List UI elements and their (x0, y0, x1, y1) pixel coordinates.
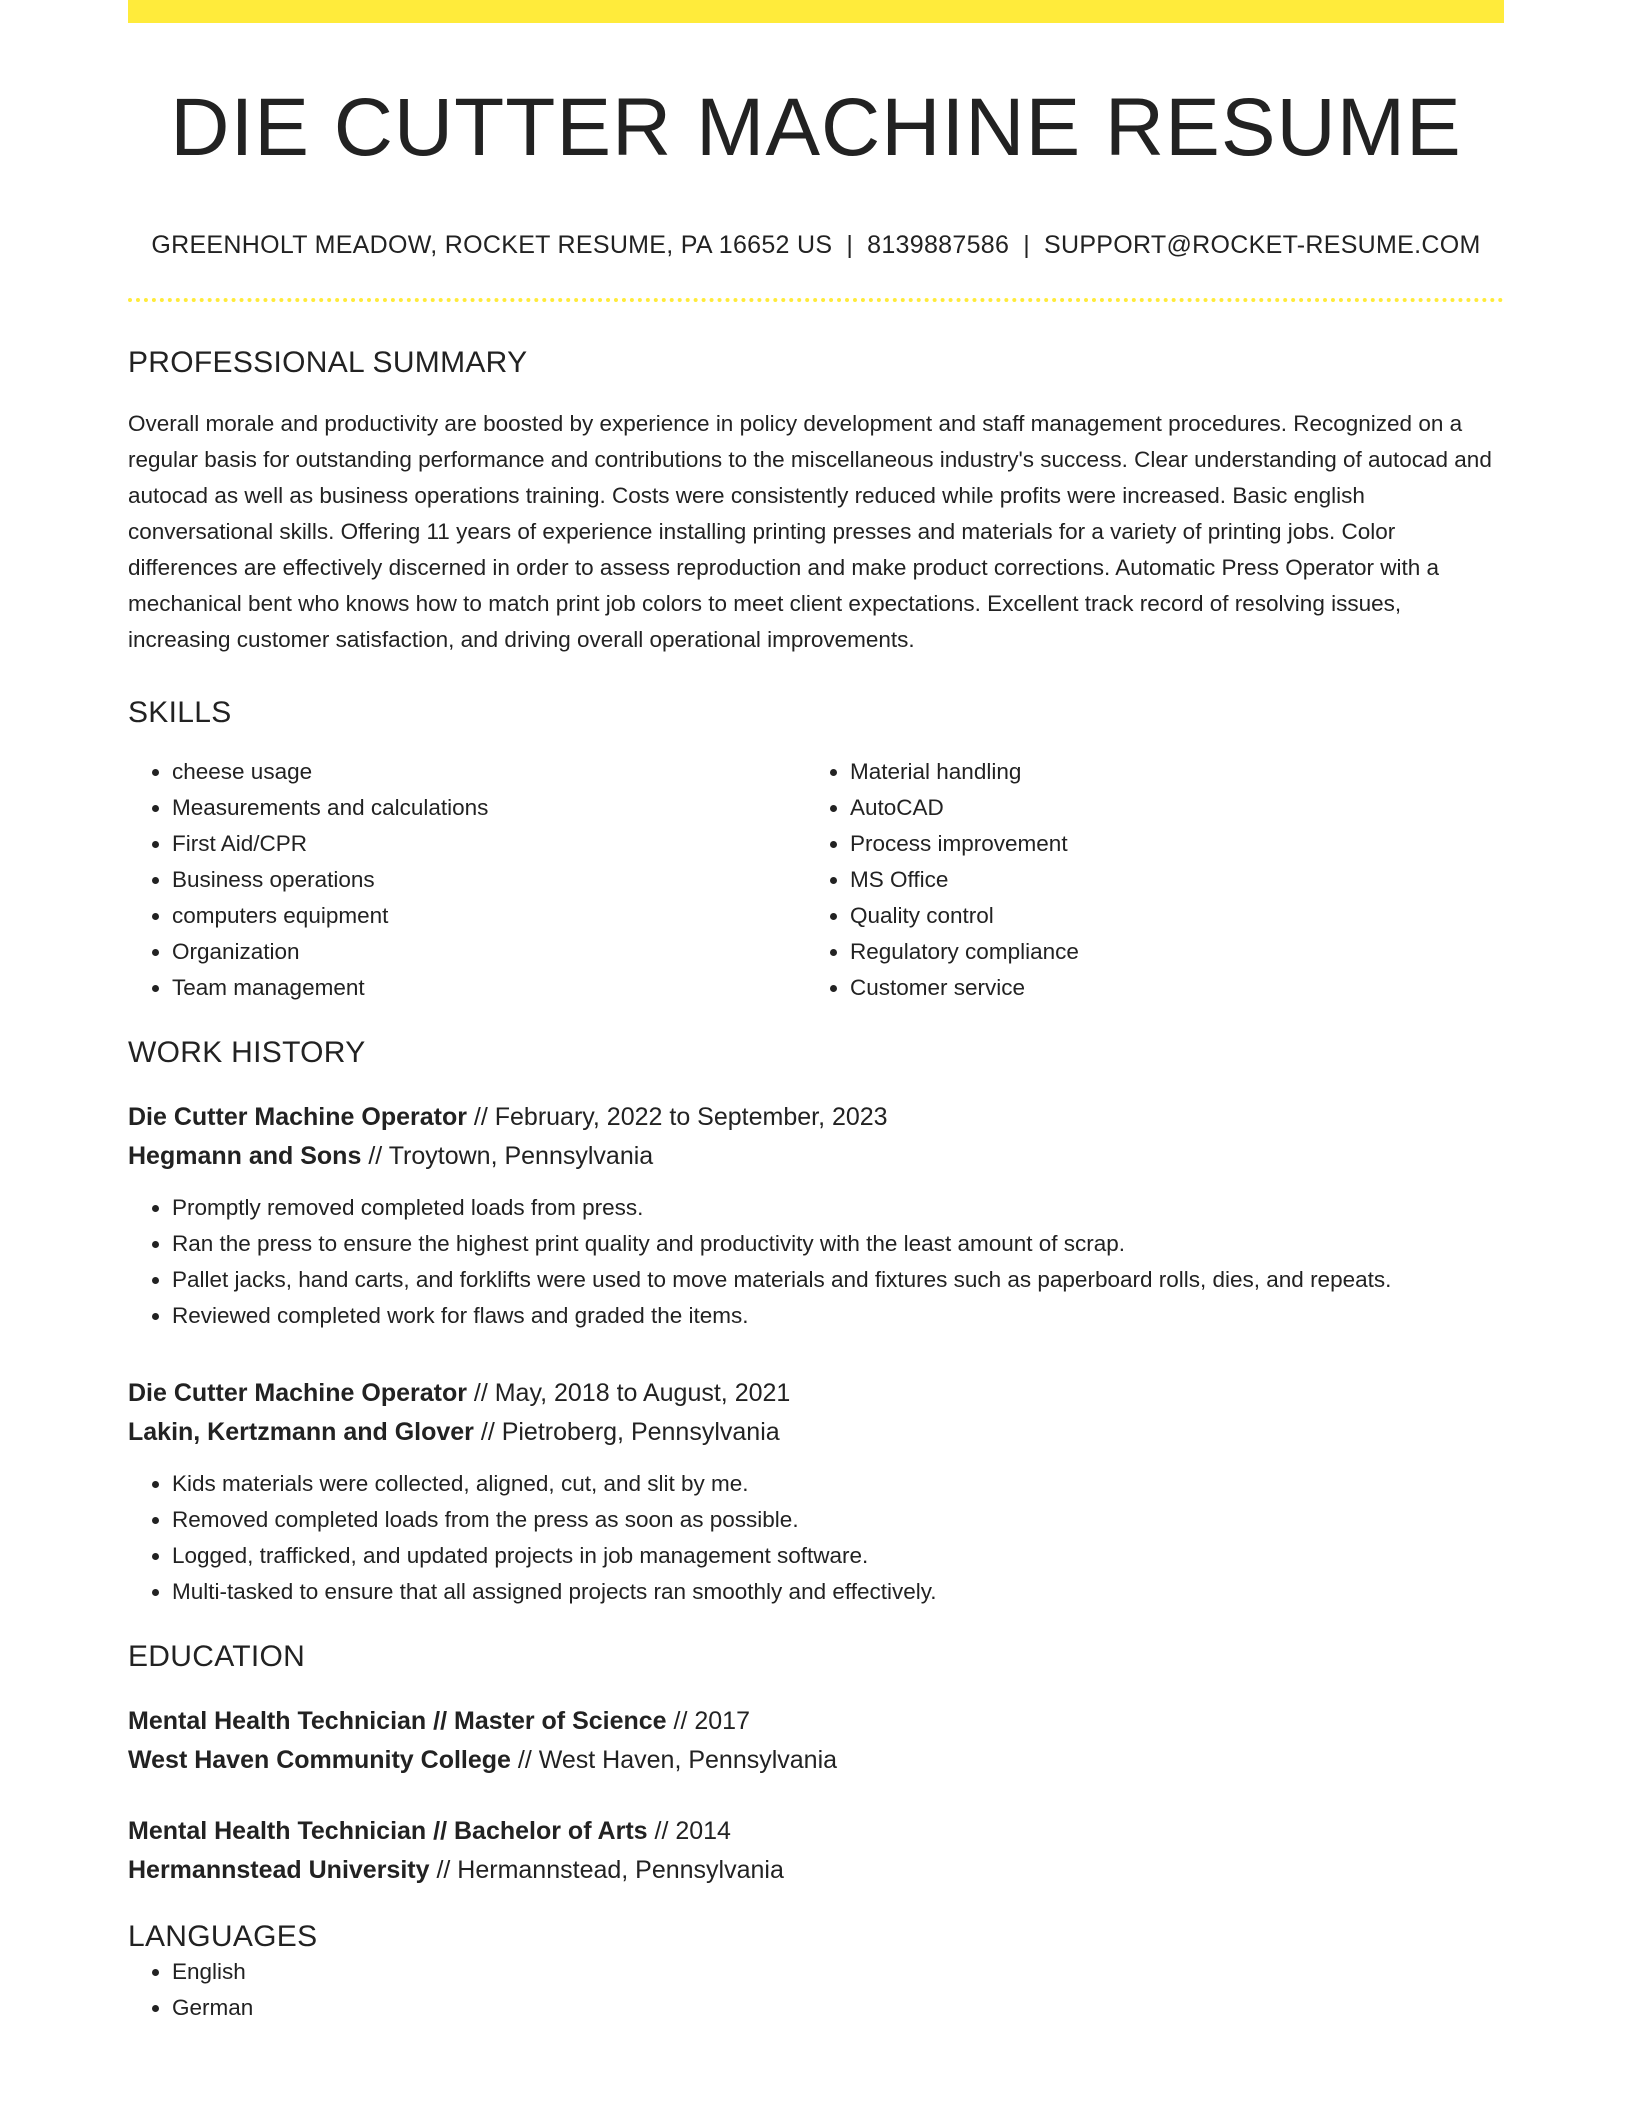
job-location: // Troytown, Pennsylvania (361, 1142, 654, 1171)
language-item: • English (172, 1954, 1504, 1990)
job-entry (128, 1374, 1504, 1610)
skills-list-left (128, 754, 806, 1006)
job-duty: • Reviewed completed work for flaws and graded the items. (172, 1298, 1504, 1334)
job-entry (128, 1098, 1504, 1334)
job-company: Lakin, Kertzmann and Glover (128, 1418, 474, 1447)
job-title: Die Cutter Machine Operator (128, 1379, 467, 1408)
job-duties-list (128, 1190, 1504, 1334)
resume-title: DIE CUTTER MACHINE RESUME (170, 82, 1462, 173)
skill-item: • Customer service (850, 970, 1484, 1006)
job-duty: • Pallet jacks, hand carts, and forklifts were used to move materials and fixtures such as paperboard rolls, dies, and repeats. (172, 1262, 1504, 1298)
job-duty: • Promptly removed completed loads from press. (172, 1190, 1504, 1226)
skill-item: • Organization (172, 934, 806, 970)
job-duty: • Multi-tasked to ensure that all assigned projects ran smoothly and effectively. (172, 1574, 1504, 1610)
summary-heading: PROFESSIONAL SUMMARY (128, 346, 528, 380)
skill-item: • Regulatory compliance (850, 934, 1484, 970)
contact-phone: 8139887586 (867, 231, 1010, 260)
languages-list (128, 1954, 1504, 2026)
job-dates: // May, 2018 to August, 2021 (466, 1379, 791, 1408)
language-item: • German (172, 1990, 1504, 2026)
skill-item: • Measurements and calculations (172, 790, 806, 826)
skills-column-right (806, 754, 1484, 1006)
accent-top-bar (128, 0, 1504, 23)
skill-item: • Business operations (172, 862, 806, 898)
contact-email: SUPPORT@ROCKET-RESUME.COM (1043, 231, 1481, 260)
contact-address: GREENHOLT MEADOW, ROCKET RESUME, PA 16652 US (151, 231, 833, 260)
job-duty: • Removed completed loads from the press as soon as possible. (172, 1502, 1504, 1538)
education-degree: Mental Health Technician // Master of Science (128, 1707, 667, 1736)
education-year: // 2014 (647, 1817, 731, 1846)
education-school: West Haven Community College (128, 1746, 511, 1775)
contact-separator: | (846, 231, 854, 260)
job-location: // Pietroberg, Pennsylvania (473, 1418, 780, 1447)
skill-item: • Team management (172, 970, 806, 1006)
header-divider (128, 298, 1504, 302)
education-school: Hermannstead University (128, 1856, 430, 1885)
contact-separator: | (1023, 231, 1030, 260)
skill-item: • Quality control (850, 898, 1484, 934)
work-history-heading: WORK HISTORY (128, 1036, 366, 1070)
job-dates: // February, 2022 to September, 2023 (466, 1103, 888, 1132)
skill-item: • Material handling (850, 754, 1484, 790)
skills-column-left (128, 754, 806, 1006)
education-entry (128, 1812, 1504, 1890)
education-heading: EDUCATION (128, 1640, 306, 1674)
job-company-line (128, 1137, 1504, 1176)
job-duty: • Kids materials were collected, aligned, cut, and slit by me. (172, 1466, 1504, 1502)
skill-item: • AutoCAD (850, 790, 1484, 826)
job-title-line (128, 1374, 1504, 1413)
summary-text: Overall morale and productivity are boosted by experience in policy development and staff management procedures. Recognized on a regular basis for outstanding performance and contributions to the miscellaneous industry's success. Clear understanding of autocad and autocad as well as business operations training. Costs were consistently reduced while profits were increased. Basic english conversational skills. Offering 11 years of experience installing printing presses and materials for a variety of printing jobs. Color differences are effectively discerned in order to assess reproduction and make product corrections. Automatic Press Operator with a mechanical bent who knows how to match print job colors to meet client expectations. Excellent track record of resolving issues, increasing customer satisfaction, and driving overall operational improvements. (128, 411, 1492, 653)
education-location: // West Haven, Pennsylvania (510, 1746, 838, 1775)
education-degree-line (128, 1702, 1504, 1741)
skill-item: • computers equipment (172, 898, 806, 934)
job-duty: • Ran the press to ensure the highest print quality and productivity with the least amount of scrap. (172, 1226, 1504, 1262)
skills-heading: SKILLS (128, 696, 232, 730)
skill-item: • MS Office (850, 862, 1484, 898)
job-title: Die Cutter Machine Operator (128, 1103, 467, 1132)
job-title-line (128, 1098, 1504, 1137)
languages-heading: LANGUAGES (128, 1920, 318, 1954)
skills-list-right (806, 754, 1484, 1006)
skill-item: • cheese usage (172, 754, 806, 790)
job-duties-list (128, 1466, 1504, 1610)
skill-item: • First Aid/CPR (172, 826, 806, 862)
education-school-line (128, 1851, 1504, 1890)
education-entry (128, 1702, 1504, 1780)
job-company: Hegmann and Sons (128, 1142, 362, 1171)
education-degree-line (128, 1812, 1504, 1851)
job-duty: • Logged, trafficked, and updated projects in job management software. (172, 1538, 1504, 1574)
education-location: // Hermannstead, Pennsylvania (429, 1856, 784, 1885)
education-school-line (128, 1741, 1504, 1780)
job-company-line (128, 1413, 1504, 1452)
skills-grid (128, 754, 1504, 1006)
resume-page (128, 0, 1504, 2026)
education-year: // 2017 (666, 1707, 750, 1736)
education-degree: Mental Health Technician // Bachelor of Arts (128, 1817, 648, 1846)
contact-line (128, 231, 1504, 260)
skill-item: • Process improvement (850, 826, 1484, 862)
